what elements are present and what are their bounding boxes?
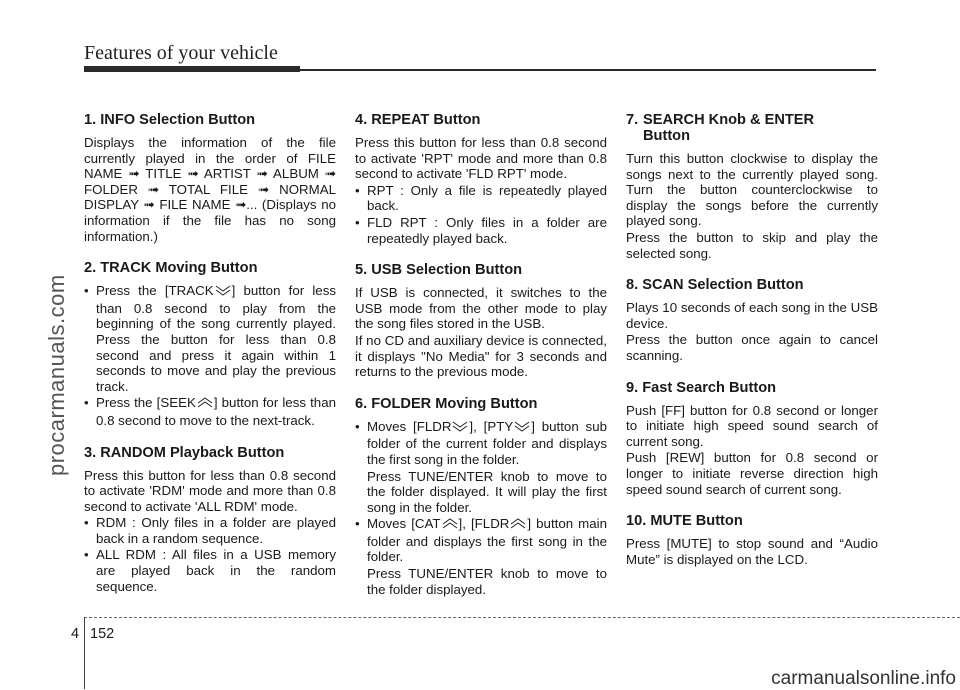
section-info-body: Displays the information of the file currently played in the order of FILE NAME ➟ TITLE ➟ ARTIST ➟ ALBUM ➟ FOLDER ➟ TOTAL FILE ➟ NORMAL DISPLAY ➟ FILE NAME ➟... (Displays no information if the file has no song information.) bbox=[84, 135, 336, 244]
side-watermark-area bbox=[0, 0, 69, 689]
list-item-text: Moves [CAT bbox=[367, 516, 441, 532]
page-section-number: 4 bbox=[71, 626, 80, 642]
section-title-line: Button bbox=[643, 128, 691, 144]
section-fast-search-p2: Push [REW] button for 0.8 second or longer to initiate reverse direction high speed sound search of current song. bbox=[626, 450, 878, 497]
list-item-text: ], [PTY bbox=[469, 418, 514, 434]
section-title-line: SEARCH Knob & ENTER bbox=[643, 112, 815, 128]
section-number: 7. bbox=[626, 112, 639, 128]
header-rule-thick bbox=[84, 66, 300, 72]
column-middle bbox=[355, 112, 607, 598]
section-usb-title: 5. USB Selection Button bbox=[355, 262, 523, 279]
section-mute-p1: Press [MUTE] to stop sound and “Audio Mute” is displayed on the LCD. bbox=[626, 536, 878, 567]
double-chevron-up-icon bbox=[197, 396, 213, 413]
double-chevron-up-icon bbox=[442, 517, 458, 534]
list-item bbox=[355, 419, 607, 516]
double-chevron-down-icon bbox=[514, 420, 530, 437]
section-fast-search-p1: Push [FF] button for 0.8 second or longer to initiate high speed sound search of current song. bbox=[626, 402, 878, 449]
section-usb-p2: If no CD and auxiliary device is connected, it displays "No Media" for 3 seconds and returns to the previous mode. bbox=[355, 332, 607, 380]
double-chevron-down-icon bbox=[215, 284, 231, 301]
footer-dashed-rule bbox=[84, 617, 960, 618]
list-item bbox=[355, 516, 607, 597]
page-header-title: Features of your vehicle bbox=[84, 42, 278, 64]
section-track-title: 2. TRACK Moving Button bbox=[84, 260, 258, 277]
section-folder-list bbox=[355, 419, 607, 598]
list-item: • RDM : Only files in a folder are played back in a random sequence. bbox=[84, 515, 336, 546]
footer-watermark: carmanualsonline.info bbox=[771, 668, 956, 689]
list-item-text: Press the [TRACK bbox=[96, 283, 214, 299]
section-scan-p2: Press the button once again to cancel scanning. bbox=[626, 332, 878, 363]
section-random-list bbox=[84, 515, 336, 594]
section-scan-title: 8. SCAN Selection Button bbox=[626, 277, 804, 294]
list-item-text: ] button for less than 0.8 second to play from the beginning of the song currently played. Press the button for less than 0.8 second and press it again within 1 seconds to move and play the previous track. bbox=[96, 283, 336, 394]
section-repeat-body: Press this button for less than 0.8 second to activate 'RPT' mode and more than 0.8 second to activate 'FLD RPT' mode. bbox=[355, 135, 607, 182]
double-chevron-up-icon bbox=[510, 517, 526, 534]
list-item-text: ] button main folder and displays the first song in the folder. bbox=[367, 516, 608, 565]
list-item: • FLD RPT : Only files in a folder are repeatedly played back. bbox=[355, 215, 607, 246]
side-watermark: procarmanuals.com bbox=[44, 274, 69, 476]
section-mute-title: 10. MUTE Button bbox=[626, 513, 743, 530]
double-chevron-down-icon bbox=[452, 420, 468, 437]
section-scan-p1: Plays 10 seconds of each song in the USB device. bbox=[626, 300, 878, 331]
section-folder-title: 6. FOLDER Moving Button bbox=[355, 395, 538, 412]
list-item-text: ], [FLDR bbox=[458, 516, 510, 532]
section-info-title: 1. INFO Selection Button bbox=[84, 112, 256, 128]
section-repeat-title: 4. REPEAT Button bbox=[355, 112, 481, 128]
list-item-text: Moves [FLDR bbox=[367, 418, 452, 434]
list-item-text: ] button sub folder of the current folder and displays the first song in the folder. bbox=[367, 418, 607, 467]
section-usb-p1: If USB is connected, it switches to the USB mode from the other mode to play the song files stored in the USB. bbox=[355, 285, 607, 332]
list-item: • RPT : Only a file is repeatedly played back. bbox=[355, 183, 607, 214]
section-fast-search-title: 9. Fast Search Button bbox=[626, 379, 777, 396]
list-item bbox=[84, 283, 336, 394]
footer-vertical-rule bbox=[84, 617, 85, 689]
section-repeat-list bbox=[355, 183, 607, 246]
list-item-subtext: Press TUNE/ENTER knob to move to the folder displayed. It will play the first song in the folder. bbox=[367, 468, 607, 515]
header-rule-thin bbox=[300, 69, 876, 71]
column-right bbox=[626, 112, 878, 568]
list-item bbox=[84, 395, 336, 428]
section-random-body: Press this button for less than 0.8 second to activate 'RDM' mode and more than 0.8 second to activate 'ALL RDM' mode. bbox=[84, 467, 336, 514]
section-random-title: 3. RANDOM Playback Button bbox=[84, 444, 285, 461]
section-track-list bbox=[84, 283, 336, 428]
page-number: 152 bbox=[90, 626, 115, 642]
list-item-text: Press the [SEEK bbox=[96, 395, 196, 411]
section-search-title bbox=[626, 112, 878, 144]
section-search-p1: Turn this button clockwise to display the songs next to the currently played song. Turn the button counterclockwise to display the songs before the currently played song. bbox=[626, 151, 878, 229]
column-left bbox=[84, 112, 336, 595]
list-item: • ALL RDM : All files in a USB memory are played back in the random sequence. bbox=[84, 547, 336, 594]
section-search-p2: Press the button to skip and play the selected song. bbox=[626, 229, 878, 261]
list-item-subtext: Press TUNE/ENTER knob to move to the folder displayed. bbox=[367, 566, 607, 597]
list-item-text: ] button for less than 0.8 second to move to the next-track. bbox=[96, 395, 336, 428]
